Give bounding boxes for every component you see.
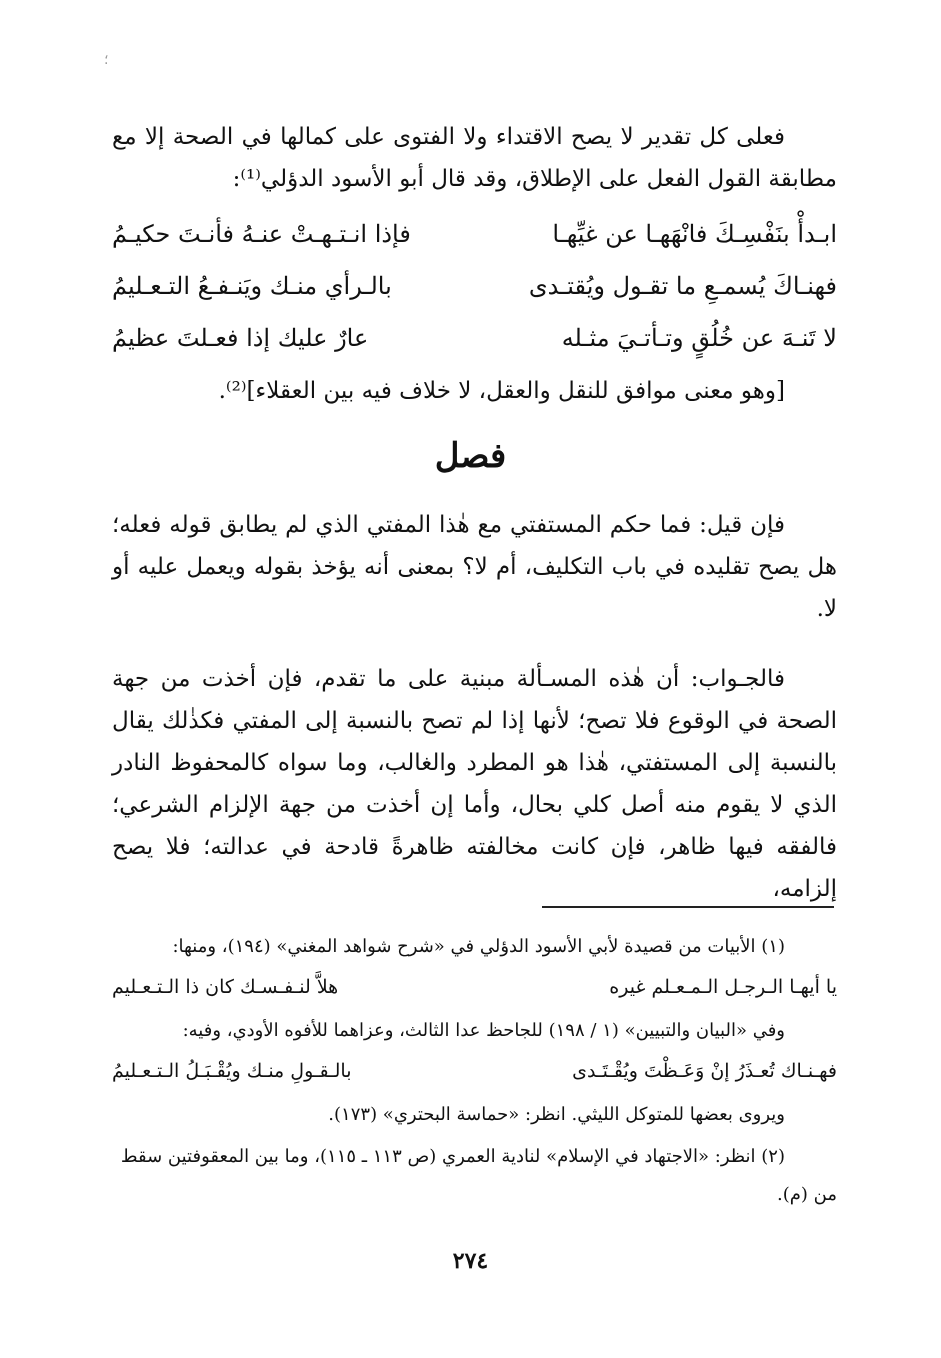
section-heading: فصل [434, 436, 507, 476]
footnote-1-verse-1 [112, 976, 837, 998]
footnote-verse-2-first-hemistich: فهـنـاك تُعـذَرُ إنْ وَعَـظْتَ ويُقْـتَـدى [572, 1060, 837, 1082]
poem-verse-2 [112, 272, 837, 316]
verse-1-first-hemistich: ابـدأْ بنَفْسِـكَ فانْهَهـا عن غيِّهـا [552, 220, 837, 248]
answer-paragraph: فالجـواب: أن هٰذه المسـألة مبنية على ما تقدم، فإن أخذت من جهة الصحة في الوقوع فلا تصح؛ لأنها إذا لم تصح بالنسبة إلى المفتي فكذٰلك يقال بالنسبة إلى المستفتي، هٰذا هو المطرد والغالب، وما سواه كالمحفوظ النادر الذي لا يقوم منه أصل كلي بحال، وأما إن أخذت من جهة الإلزام الشرعي؛ فالفقه فيها ظاهر، فإن كانت مخالفته ظاهرةً قادحة في عدالته؛ فلا يصح إلزامه، [112, 666, 837, 902]
footnote-1-verse-2 [112, 1060, 837, 1082]
footnote-verse-1-first-hemistich: يا أيهـا الـرجـل الـمـعـلم غيره [609, 976, 837, 998]
question-paragraph: فإن قيل: فما حكم المستفتي مع هٰذا المفتي الذي لم يطابق قوله فعله؛ هل يصح تقليده في باب التكليف، أم لا؟ بمعنى أنه يؤخذ بقوله ويعمل عليه أو لا. [112, 512, 837, 622]
verse-2-second-hemistich: بالـرأي منـك ويَنـفـعُ التـعـليمُ [112, 272, 392, 300]
poem-verse-1 [112, 220, 837, 264]
corner-mark: ؛ [104, 52, 109, 68]
footnote-1-middle: وفي «البيان والتبيين» (١ / ١٩٨) للجاحظ عدا الثالث، وعزاهما للأفوه الأودي، وفيه: [182, 1020, 785, 1041]
footnote-separator [542, 906, 834, 908]
footnote-verse-2-second-hemistich: بالـقـولِ منـك ويُقْـبَـلُ الـتـعـليمُ [112, 1060, 352, 1082]
verse-3-first-hemistich: لا تَنـهَ عن خُلُقٍ وتـأتـيَ مثـله [561, 324, 837, 352]
footnote-1-intro: (١) الأبيات من قصيدة لأبي الأسود الدؤلي في «شرح شواهد المغني» (١٩٤)، ومنها: [172, 936, 785, 957]
poem-verse-3 [112, 324, 837, 368]
intro-closing: [وهو معنى موافق للنقل والعقل، لا خلاف فيه بين العقلاء]⁽²⁾. [218, 378, 785, 404]
footnote-verse-1-second-hemistich: هلاَّ لنـفـسـك كان ذا الـتـعـليم [112, 976, 339, 998]
verse-2-first-hemistich: فهنـاكَ يُسمـعِ ما تقـول ويُقتـدى [528, 272, 837, 300]
footnote-2: (٢) انظر: «الاجتهاد في الإسلام» لنادية العمري (ص ١١٣ ـ ١١٥)، وما بين المعقوفتين سقط من (م). [120, 1146, 837, 1205]
footnote-1-end: ويروى بعضها للمتوكل الليثي. انظر: «حماسة البحتري» (١٧٣). [328, 1104, 785, 1125]
intro-paragraph: فعلى كل تقدير لا يصح الاقتداء ولا الفتوى على كمالها في الصحة إلا مع مطابقة القول الفعل على الإطلاق، وقد قال أبو الأسود الدؤلي⁽¹⁾: [112, 124, 837, 192]
page-number: ٢٧٤ [452, 1248, 489, 1274]
verse-1-second-hemistich: فإذا انـتـهـتْ عنـهُ فأنـتَ حكيـمُ [112, 220, 411, 248]
verse-3-second-hemistich: عارٌ عليك إذا فعـلتَ عظيمُ [112, 324, 369, 352]
